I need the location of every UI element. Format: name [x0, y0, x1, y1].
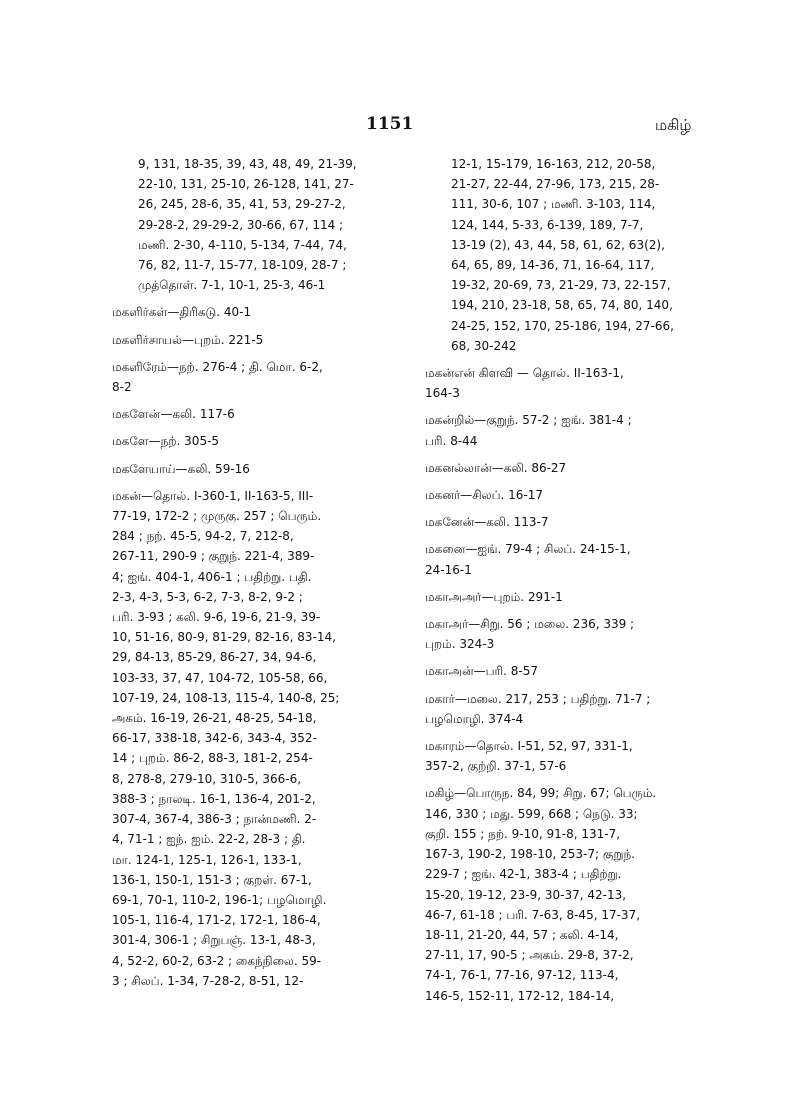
index-entry	[112, 357, 398, 397]
entry-line: புறம். 324-3	[425, 637, 495, 652]
entry-line: 8-2	[112, 380, 132, 395]
entry-line: 357-2, குற்றி. 37-1, 57-6	[425, 759, 567, 774]
entry-line: 307-4, 367-4, 386-3 ; நான்மணி. 2-	[112, 812, 317, 827]
entry-line: மகாஅர்—சிறு. 56 ; மலை. 236, 339 ;	[425, 617, 635, 632]
entry-line: மகளேன்—கலி. 117-6	[112, 407, 235, 422]
entry-line: மகளிரேம்—நற். 276-4 ; தி. மொ. 6-2,	[112, 359, 323, 374]
entry-line: மகன்என் கிளவி — தொல். II-163-1,	[425, 366, 624, 381]
index-entry	[425, 458, 717, 478]
entry-line: மகாரம்—தொல். I-51, 52, 97, 331-1,	[425, 739, 633, 754]
entry-line: குறி. 155 ; நற். 9-10, 91-8, 131-7,	[425, 826, 621, 841]
entry-line: 26, 245, 28-6, 35, 41, 53, 29-27-2,	[138, 197, 346, 212]
entry-line: 74-1, 76-1, 77-16, 97-12, 113-4,	[425, 968, 619, 983]
entry-line: 10, 51-16, 80-9, 81-29, 82-16, 83-14,	[112, 630, 336, 645]
entry-line: மா. 124-1, 125-1, 126-1, 133-1,	[112, 852, 302, 867]
entry-line: 24-25, 152, 170, 25-186, 194, 27-66,	[451, 318, 674, 333]
entry-line: 46-7, 61-18 ; பரி. 7-63, 8-45, 17-37,	[425, 907, 641, 922]
entry-line: 27-11, 17, 90-5 ; அகம். 29-8, 37-2,	[425, 948, 634, 963]
entry-line: 284 ; நற். 45-5, 94-2, 7, 212-8,	[112, 529, 294, 544]
entry-line: முத்தொள். 7-1, 10-1, 25-3, 46-1	[138, 278, 326, 293]
entry-line: 69-1, 70-1, 110-2, 196-1; பழமொழி.	[112, 892, 327, 907]
index-entry	[425, 736, 717, 776]
entry-line: 111, 30-6, 107 ; மணி. 3-103, 114,	[451, 197, 656, 212]
entry-line: 146-5, 152-11, 172-12, 184-14,	[425, 988, 615, 1003]
entry-line: 301-4, 306-1 ; சிறுபஞ். 13-1, 48-3,	[112, 933, 316, 948]
entry-line: 164-3	[425, 386, 460, 401]
index-entry	[425, 539, 717, 579]
entry-line: 9, 131, 18-35, 39, 43, 48, 49, 21-39,	[138, 157, 357, 171]
entry-line: 29-28-2, 29-29-2, 30-66, 67, 114 ;	[138, 217, 344, 232]
entry-line: அகம். 16-19, 26-21, 48-25, 54-18,	[112, 711, 317, 726]
entry-line: மகளே—நற். 305-5	[112, 434, 220, 449]
entry-line: 267-11, 290-9 ; குறுந். 221-4, 389-	[112, 549, 315, 564]
entry-line: 229-7 ; ஐங். 42-1, 383-4 ; பதிற்று.	[425, 867, 622, 882]
running-head: மகிழ்	[655, 116, 692, 134]
entry-line: 146, 330 ; மது. 599, 668 ; நெடு. 33;	[425, 806, 638, 821]
entry-line: 4, 52-2, 60-2, 63-2 ; கைந்நிலை. 59-	[112, 953, 322, 968]
entry-line: 76, 82, 11-7, 15-77, 18-109, 28-7 ;	[138, 258, 347, 273]
entry-line: 4; ஐங். 404-1, 406-1 ; பதிற்று. பதி.	[112, 569, 312, 584]
entry-line: 14 ; புறம். 86-2, 88-3, 181-2, 254-	[112, 751, 313, 766]
entry-line: 21-27, 22-44, 27-96, 173, 215, 28-	[451, 177, 660, 192]
index-entry	[425, 783, 717, 1005]
entry-line: மகன்றில்—குறுந். 57-2 ; ஐங். 381-4 ;	[425, 413, 632, 428]
entry-line: 103-33, 37, 47, 104-72, 105-58, 66,	[112, 670, 328, 685]
index-entry	[425, 614, 717, 654]
entry-line: 3 ; சிலப். 1-34, 7-28-2, 8-51, 12-	[112, 973, 304, 988]
entry-line: 8, 278-8, 279-10, 310-5, 366-6,	[112, 771, 302, 786]
entry-line: மகாஅன்—பரி. 8-57	[425, 664, 539, 679]
entry-line: மகனர்—சிலப். 16-17	[425, 488, 544, 503]
entry-line: 194, 210, 23-18, 58, 65, 74, 80, 140,	[451, 298, 673, 313]
index-entry	[425, 485, 717, 505]
entry-line: மகன்—தொல். I-360-1, II-163-5, III-	[112, 488, 314, 503]
entry-line: மகனேன்—கலி. 113-7	[425, 515, 549, 530]
index-entry-continuation	[112, 154, 398, 295]
index-entry	[425, 661, 717, 681]
entry-line: மகார்—மலை. 217, 253 ; பதிற்று. 71-7 ;	[425, 691, 651, 706]
page-number: 1151	[366, 114, 414, 134]
entry-line: 77-19, 172-2 ; முருகு. 257 ; பெரும்.	[112, 509, 322, 524]
entry-line: 13-19 (2), 43, 44, 58, 61, 62, 63(2),	[451, 237, 665, 252]
right-column	[425, 154, 717, 1013]
entry-line: மகளேயாய்—கலி. 59-16	[112, 461, 250, 476]
entry-line: மகளிர்கள்—திரிகடு. 40-1	[112, 305, 252, 320]
entry-line: பரி. 3-93 ; கலி. 9-6, 19-6, 21-9, 39-	[112, 610, 321, 625]
entry-line: 24-16-1	[425, 562, 472, 577]
entry-line: 64, 65, 89, 14-36, 71, 16-64, 117,	[451, 258, 655, 273]
entry-line: 4, 71-1 ; ஐந். ஐம். 22-2, 28-3 ; தி.	[112, 832, 306, 847]
entry-line: 29, 84-13, 85-29, 86-27, 34, 94-6,	[112, 650, 317, 665]
entry-line: 15-20, 19-12, 23-9, 30-37, 42-13,	[425, 887, 627, 902]
entry-line: 136-1, 150-1, 151-3 ; குறள். 67-1,	[112, 872, 312, 887]
left-column	[112, 154, 398, 998]
entry-line: 68, 30-242	[451, 338, 517, 353]
entry-line: 105-1, 116-4, 171-2, 172-1, 186-4,	[112, 913, 321, 928]
index-entry	[112, 459, 398, 479]
entry-line: மகனல்லான்—கலி. 86-27	[425, 460, 567, 475]
index-entry	[425, 363, 717, 403]
index-entry	[112, 330, 398, 350]
index-entry	[425, 512, 717, 532]
entry-line: மகாஅஅர்—புறம். 291-1	[425, 589, 563, 604]
entry-line: பரி. 8-44	[425, 433, 478, 448]
entry-line: 124, 144, 5-33, 6-139, 189, 7-7,	[451, 217, 644, 232]
index-entry	[112, 404, 398, 424]
index-entry	[425, 410, 717, 450]
entry-line: 107-19, 24, 108-13, 115-4, 140-8, 25;	[112, 690, 340, 705]
index-entry	[112, 302, 398, 322]
entry-line: 167-3, 190-2, 198-10, 253-7; குறுந்.	[425, 847, 635, 862]
index-entry-continuation	[425, 154, 717, 356]
entry-line: மகனை—ஐங். 79-4 ; சிலப். 24-15-1,	[425, 542, 631, 557]
entry-line: 2-3, 4-3, 5-3, 6-2, 7-3, 8-2, 9-2 ;	[112, 589, 303, 604]
index-entry	[425, 587, 717, 607]
entry-line: 388-3 ; நாலடி. 16-1, 136-4, 201-2,	[112, 791, 316, 806]
index-entry	[112, 486, 398, 991]
entry-line: மகளிர்சாயல்—புறம். 221-5	[112, 332, 264, 347]
entry-line: மகிழ்—பொருந. 84, 99; சிறு. 67; பெரும்.	[425, 786, 657, 801]
entry-line: 18-11, 21-20, 44, 57 ; கலி. 4-14,	[425, 927, 619, 942]
entry-line: 22-10, 131, 25-10, 26-128, 141, 27-	[138, 177, 354, 192]
entry-line: மணி. 2-30, 4-110, 5-134, 7-44, 74,	[138, 237, 347, 252]
index-entry	[112, 431, 398, 451]
entry-line: 19-32, 20-69, 73, 21-29, 73, 22-157,	[451, 278, 671, 293]
entry-line: 66-17, 338-18, 342-6, 343-4, 352-	[112, 731, 317, 746]
entry-line: 12-1, 15-179, 16-163, 212, 20-58,	[451, 157, 656, 171]
entry-line: பழமொழி. 374-4	[425, 711, 524, 726]
index-entry	[425, 689, 717, 729]
